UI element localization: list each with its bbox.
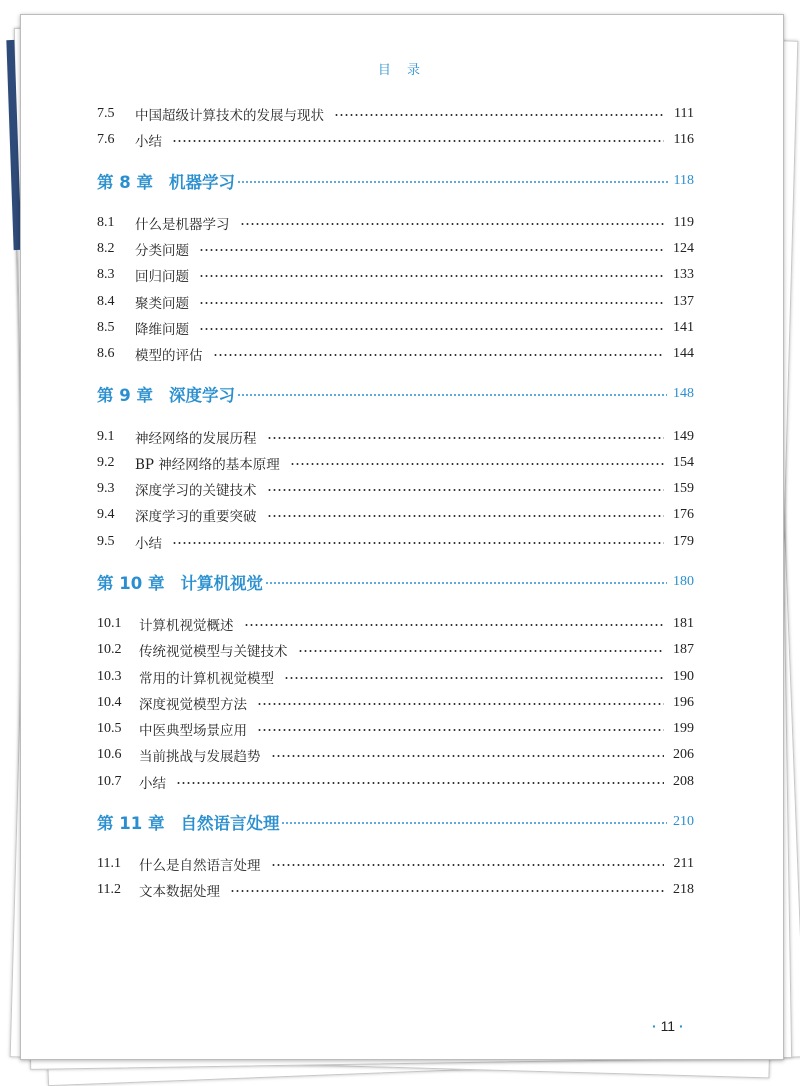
section-page-number: 159	[673, 481, 694, 497]
toc-page	[20, 14, 784, 1060]
dot-leader	[271, 755, 665, 757]
toc-entry[interactable]	[97, 262, 694, 288]
dot-leader	[284, 677, 664, 679]
section-page-number: 176	[673, 507, 694, 523]
section-number: 8.2	[97, 241, 115, 257]
dot-leader	[172, 140, 664, 142]
section-number: 10.6	[97, 747, 122, 763]
dot-leader	[199, 249, 664, 251]
section-page-number: 119	[673, 214, 694, 230]
dot-leader	[199, 275, 664, 277]
dot-leader	[267, 515, 665, 517]
section-title: 小结	[135, 134, 162, 151]
section-number: 8.6	[97, 346, 115, 362]
dot-leader	[281, 822, 667, 824]
dot-leader	[240, 223, 665, 225]
section-title: 深度视觉模型方法	[139, 696, 247, 713]
dot-leader	[298, 650, 665, 652]
chapter-label: 第 8 章	[97, 172, 153, 192]
section-title: 传统视觉模型与关键技术	[139, 644, 288, 661]
section-page-number: 111	[674, 106, 694, 122]
toc-entry[interactable]	[97, 502, 694, 528]
section-title: BP 神经网络的基本原理	[135, 456, 280, 473]
section-number: 10.2	[97, 642, 122, 658]
section-title: 模型的评估	[135, 348, 203, 365]
section-title: 什么是自然语言处理	[139, 858, 261, 875]
chapter-page-number: 210	[673, 813, 694, 829]
toc-entry[interactable]	[97, 611, 694, 637]
dot-leader	[176, 782, 664, 784]
section-page-number: 218	[673, 882, 694, 898]
dot-leader	[172, 542, 664, 544]
section-title: 聚类问题	[135, 295, 189, 312]
section-number: 8.1	[97, 214, 115, 230]
section-title: 常用的计算机视觉模型	[139, 670, 274, 687]
dot-leader	[237, 394, 667, 396]
dot-leader	[199, 328, 664, 330]
chapter-title: 机器学习	[168, 172, 235, 192]
section-number: 7.5	[97, 106, 115, 122]
section-number: 8.3	[97, 267, 115, 283]
dot-leader	[267, 489, 665, 491]
running-head: 目 录	[377, 63, 427, 78]
section-page-number: 208	[673, 773, 694, 789]
section-page-number: 149	[673, 428, 694, 444]
section-page-number: 124	[673, 241, 694, 257]
section-number: 7.6	[97, 132, 115, 148]
toc-entry[interactable]	[97, 716, 694, 742]
section-number: 11.1	[97, 856, 121, 872]
section-page-number: 190	[673, 668, 694, 684]
section-title: 什么是机器学习	[135, 216, 230, 233]
section-title: 神经网络的发展历程	[135, 430, 257, 447]
section-title: 小结	[135, 535, 162, 552]
toc-entry[interactable]	[97, 663, 694, 689]
section-title: 计算机视觉概述	[139, 618, 234, 634]
section-page-number: 154	[673, 454, 694, 470]
toc-entry[interactable]	[97, 236, 694, 262]
page-number	[652, 1018, 684, 1034]
chapter-title: 计算机视觉	[180, 573, 263, 593]
chapter-label: 第 11 章	[97, 813, 165, 833]
dot-leader	[257, 729, 664, 731]
section-page-number: 133	[673, 267, 694, 283]
chapter-label: 第 9 章	[97, 386, 153, 406]
toc-entry[interactable]	[97, 742, 694, 768]
section-page-number: 206	[673, 747, 694, 763]
toc-entry[interactable]	[97, 315, 694, 341]
toc-entry[interactable]	[97, 769, 694, 795]
toc-entry[interactable]	[97, 288, 694, 314]
toc-entry[interactable]	[97, 450, 694, 476]
chapter-page-number: 118	[673, 172, 694, 188]
table-of-contents	[97, 101, 694, 904]
section-page-number: 199	[673, 721, 694, 737]
toc-entry[interactable]	[97, 637, 694, 663]
section-title: 当前挑战与发展趋势	[139, 749, 261, 766]
dot-leader	[265, 582, 667, 584]
toc-entry[interactable]	[97, 877, 694, 903]
page-number-value: 11	[660, 1018, 676, 1034]
section-number: 10.3	[97, 668, 122, 684]
toc-chapter-heading[interactable]	[97, 567, 694, 597]
section-number: 10.5	[97, 721, 122, 737]
section-page-number: 187	[673, 642, 694, 658]
section-title: 深度学习的重要突破	[135, 509, 257, 526]
toc-entry[interactable]	[97, 529, 694, 555]
dot-leader	[334, 114, 664, 116]
section-number: 9.2	[97, 454, 115, 470]
toc-entry[interactable]	[97, 476, 694, 502]
toc-entry[interactable]	[97, 210, 694, 236]
section-title: 中国超级计算技术的发展与现状	[135, 108, 324, 125]
toc-chapter-heading[interactable]	[97, 807, 694, 837]
dot-leader	[290, 463, 664, 465]
toc-chapter-heading[interactable]	[97, 379, 694, 409]
section-number: 8.5	[97, 319, 115, 335]
section-title: 分类问题	[135, 243, 189, 260]
dot-leader	[244, 624, 665, 626]
section-page-number: 179	[673, 533, 694, 549]
toc-entry[interactable]	[97, 423, 694, 449]
section-page-number: 141	[673, 319, 694, 335]
section-number: 9.1	[97, 428, 115, 444]
page-number-dot-right: ·	[675, 1018, 684, 1034]
chapter-page-number: 148	[673, 386, 694, 402]
toc-entry[interactable]	[97, 127, 694, 153]
section-page-number: 196	[673, 694, 694, 710]
section-page-number: 116	[673, 132, 694, 148]
section-number: 11.2	[97, 882, 121, 898]
dot-leader	[230, 890, 664, 892]
dot-leader	[237, 181, 668, 183]
section-number: 9.3	[97, 481, 115, 497]
toc-entry[interactable]	[97, 851, 694, 877]
dot-leader	[267, 437, 665, 439]
toc-entry[interactable]	[97, 690, 694, 716]
toc-entry[interactable]	[97, 101, 694, 127]
section-number: 8.4	[97, 293, 115, 309]
section-page-number: 211	[673, 856, 694, 872]
chapter-title: 自然语言处理	[180, 813, 280, 833]
section-title: 回归问题	[135, 269, 189, 286]
toc-chapter-heading[interactable]	[97, 166, 694, 196]
section-number: 9.5	[97, 533, 115, 549]
chapter-title: 深度学习	[168, 386, 235, 406]
chapter-page-number: 180	[673, 573, 694, 589]
section-number: 10.7	[97, 773, 122, 789]
dot-leader	[213, 354, 665, 356]
section-title: 降维问题	[135, 321, 189, 338]
page-number-dot-left: ·	[652, 1018, 661, 1034]
section-page-number: 137	[673, 293, 694, 309]
section-page-number: 144	[673, 346, 694, 362]
section-title: 中医典型场景应用	[139, 723, 247, 740]
toc-entry[interactable]	[97, 341, 694, 367]
chapter-label: 第 10 章	[97, 573, 165, 593]
section-number: 10.4	[97, 694, 122, 710]
dot-leader	[257, 703, 664, 705]
section-number: 10.1	[97, 616, 122, 631]
section-title: 小结	[139, 775, 166, 792]
section-title: 文本数据处理	[139, 884, 220, 901]
section-page-number: 181	[673, 616, 694, 631]
section-number: 9.4	[97, 507, 115, 523]
section-title: 深度学习的关键技术	[135, 483, 257, 500]
dot-leader	[271, 864, 665, 866]
dot-leader	[199, 302, 664, 304]
